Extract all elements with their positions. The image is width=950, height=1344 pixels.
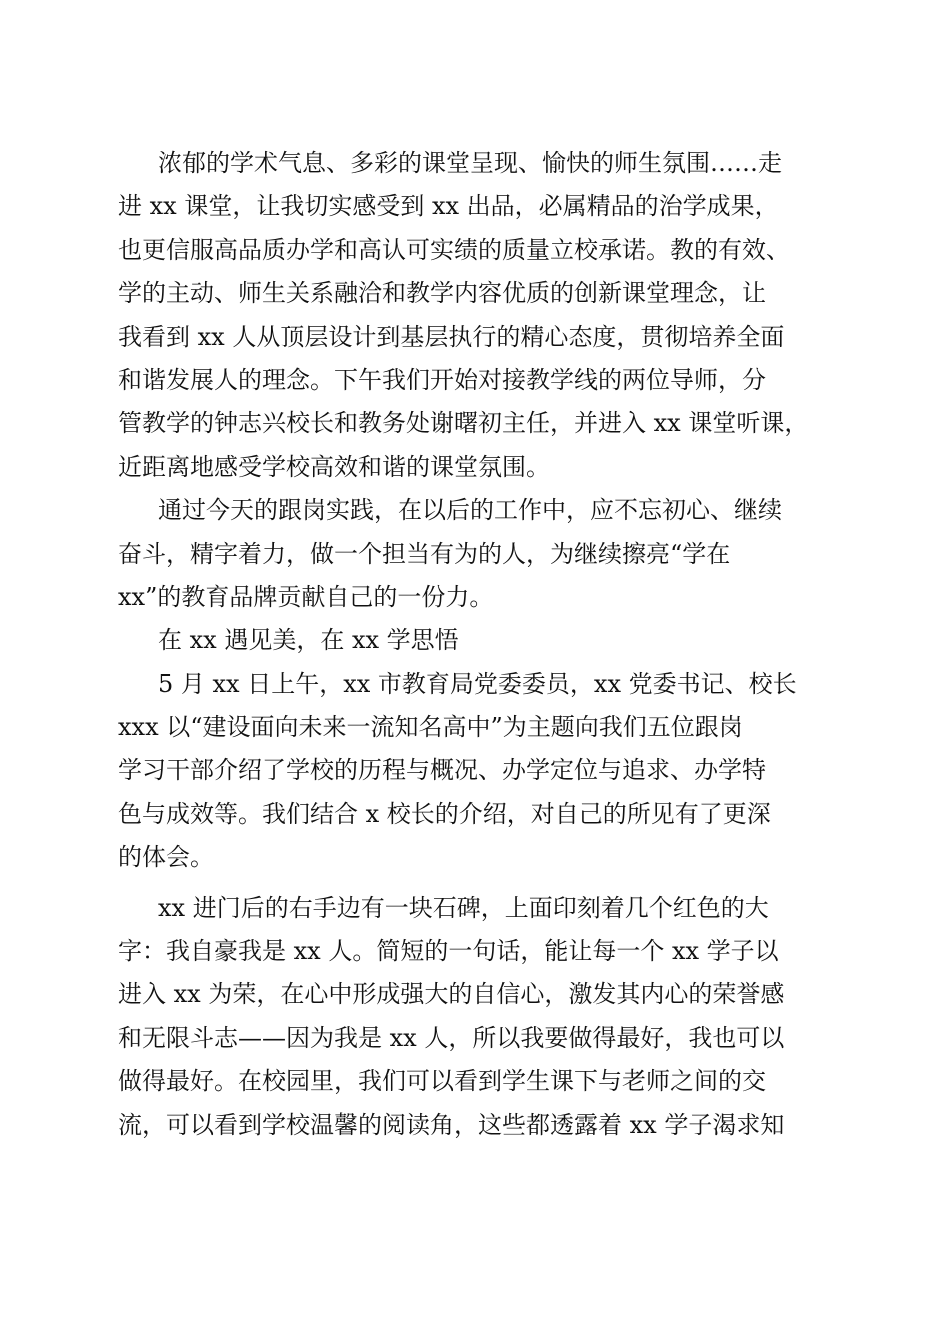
paragraph-line: 近距离地感受学校高效和谐的课堂氛围。 — [118, 452, 550, 481]
paragraph-practice — [118, 489, 830, 619]
paragraph-line: 我看到 xx 人从顶层设计到基层执行的精心态度，贯彻培养全面 — [118, 322, 785, 351]
paragraph-line: 通过今天的跟岗实践，在以后的工作中，应不忘初心、继续 — [158, 496, 782, 525]
paragraph-line: 进 xx 课堂，让我切实感受到 xx 出品，必属精品的治学成果， — [118, 192, 779, 221]
section-heading — [118, 619, 830, 662]
paragraph-line: 做得最好。在校园里，我们可以看到学生课下与老师之间的交 — [118, 1067, 766, 1096]
paragraph-line: xxx 以“建设面向未来一流知名高中”为主题向我们五位跟岗 — [118, 713, 743, 742]
paragraph-gap — [118, 880, 830, 887]
paragraph-line: 也更信服高品质办学和高认可实绩的质量立校承诺。教的有效、 — [118, 235, 790, 264]
paragraph-stone-tablet — [118, 887, 830, 1147]
paragraph-line: 的体会。 — [118, 843, 214, 872]
paragraph-line: 管教学的钟志兴校长和教务处谢曙初主任，并进入 xx 课堂听课， — [118, 409, 809, 438]
paragraph-line: 浓郁的学术气息、多彩的课堂呈现、愉快的师生氛围……走 — [158, 149, 782, 177]
paragraph-line: 学习干部介绍了学校的历程与概况、办学定位与追求、办学特 — [118, 756, 766, 785]
paragraph-introduction — [118, 663, 830, 880]
paragraph-line: xx 进门后的右手边有一块石碑，上面印刻着几个红色的大 — [158, 893, 769, 922]
paragraph-line: 和无限斗志——因为我是 xx 人，所以我要做得最好，我也可以 — [118, 1023, 785, 1052]
document-body — [118, 142, 830, 1147]
paragraph-line: 5 月 xx 日上午，xx 市教育局党委委员，xx 党委书记、校长 — [158, 669, 797, 698]
paragraph-classroom — [118, 142, 830, 489]
paragraph-line: 奋斗，精字着力，做一个担当有为的人，为继续擦亮“学在 — [118, 539, 731, 568]
paragraph-line: 字：我自豪我是 xx 人。简短的一句话，能让每一个 xx 学子以 — [118, 937, 779, 966]
paragraph-line: 学的主动、师生关系融洽和教学内容优质的创新课堂理念，让 — [118, 279, 766, 308]
paragraph-line: 色与成效等。我们结合 x 校长的介绍，对自己的所见有了更深 — [118, 799, 771, 828]
paragraph-line: 和谐发展人的理念。下午我们开始对接教学线的两位导师，分 — [118, 365, 766, 394]
section-heading-line: 在 xx 遇见美，在 xx 学思悟 — [158, 626, 459, 655]
paragraph-line: 流，可以看到学校温馨的阅读角，这些都透露着 xx 学子渴求知 — [118, 1110, 785, 1139]
paragraph-line: xx”的教育品牌贡献自己的一份力。 — [118, 582, 494, 611]
paragraph-line: 进入 xx 为荣，在心中形成强大的自信心，激发其内心的荣誉感 — [118, 980, 785, 1009]
